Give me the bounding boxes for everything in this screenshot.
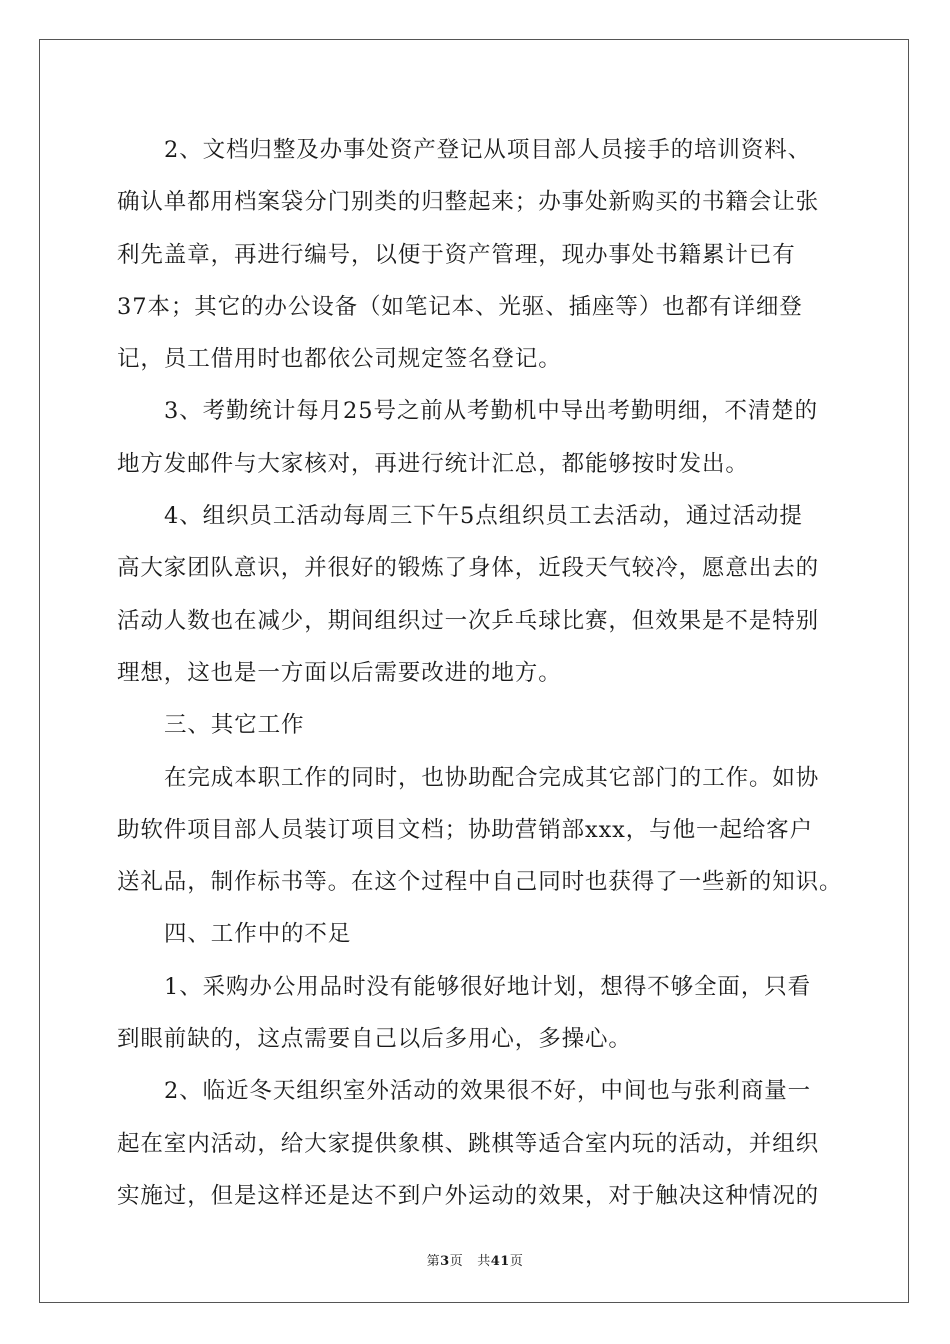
total-label-prefix: 共: [477, 1254, 491, 1269]
paragraph-line: 在完成本职工作的同时，也协助配合完成其它部门的工作。如协: [164, 764, 820, 791]
paragraph-line: 2、文档归整及办事处资产登记从项目部人员接手的培训资料、: [164, 137, 812, 163]
paragraph-line: 起在室内活动，给大家提供象棋、跳棋等适合室内玩的活动，并组织: [117, 1130, 820, 1157]
paragraph-line: 3、考勤统计每月25号之前从考勤机中导出考勤明细，不清楚的: [164, 398, 819, 425]
page-number: 3: [440, 1254, 450, 1269]
paragraph-line: 理想，这也是一方面以后需要改进的地方。: [117, 659, 562, 686]
section-heading: 四、工作中的不足: [164, 921, 352, 948]
paragraph-line: 高大家团队意识，并很好的锻炼了身体，近段天气较冷，愿意出去的: [117, 555, 820, 582]
paragraph-line: 2、临近冬天组织室外活动的效果很不好，中间也与张利商量一: [164, 1078, 812, 1105]
document-body: [117, 124, 843, 1222]
paragraph-line: 37本；其它的办公设备（如笔记本、光驱、插座等）也都有详细登: [117, 293, 803, 320]
paragraph-line: 活动人数也在减少，期间组织过一次乒乓球比赛，但效果是不是特别: [117, 607, 820, 634]
paragraph-line: 地方发邮件与大家核对，再进行统计汇总，都能够按时发出。: [117, 450, 749, 477]
paragraph-line: 1、采购办公用品时没有能够很好地计划，想得不够全面，只看: [164, 973, 812, 1000]
total-pages: 41: [490, 1254, 510, 1269]
paragraph-line: 送礼品，制作标书等。在这个过程中自己同时也获得了一些新的知识。: [117, 869, 843, 896]
paragraph-line: 4、组织员工活动每周三下午5点组织员工去活动，通过活动提: [164, 503, 803, 530]
page-label-suffix: 页: [449, 1254, 464, 1269]
paragraph-line: 记，员工借用时也都依公司规定签名登记。: [117, 346, 562, 373]
paragraph-line: 实施过，但是这样还是达不到户外运动的效果，对于触决这种情况的: [117, 1182, 820, 1209]
paragraph-line: 到眼前缺的，这点需要自己以后多用心，多操心。: [117, 1026, 632, 1053]
section-heading: 三、其它工作: [164, 712, 305, 739]
paragraph-line: 利先盖章，再进行编号，以便于资产管理，现办事处书籍累计已有: [117, 241, 796, 268]
page-label-prefix: 第: [426, 1254, 441, 1269]
paragraph-line: 助软件项目部人员装订项目文档；协助营销部xxx，与他一起给客户: [117, 816, 813, 843]
total-label-suffix: 页: [509, 1254, 524, 1269]
paragraph-line: 确认单都用档案袋分门别类的归整起来；办事处新购买的书籍会让张: [117, 189, 820, 216]
page-footer: [0, 1250, 950, 1269]
